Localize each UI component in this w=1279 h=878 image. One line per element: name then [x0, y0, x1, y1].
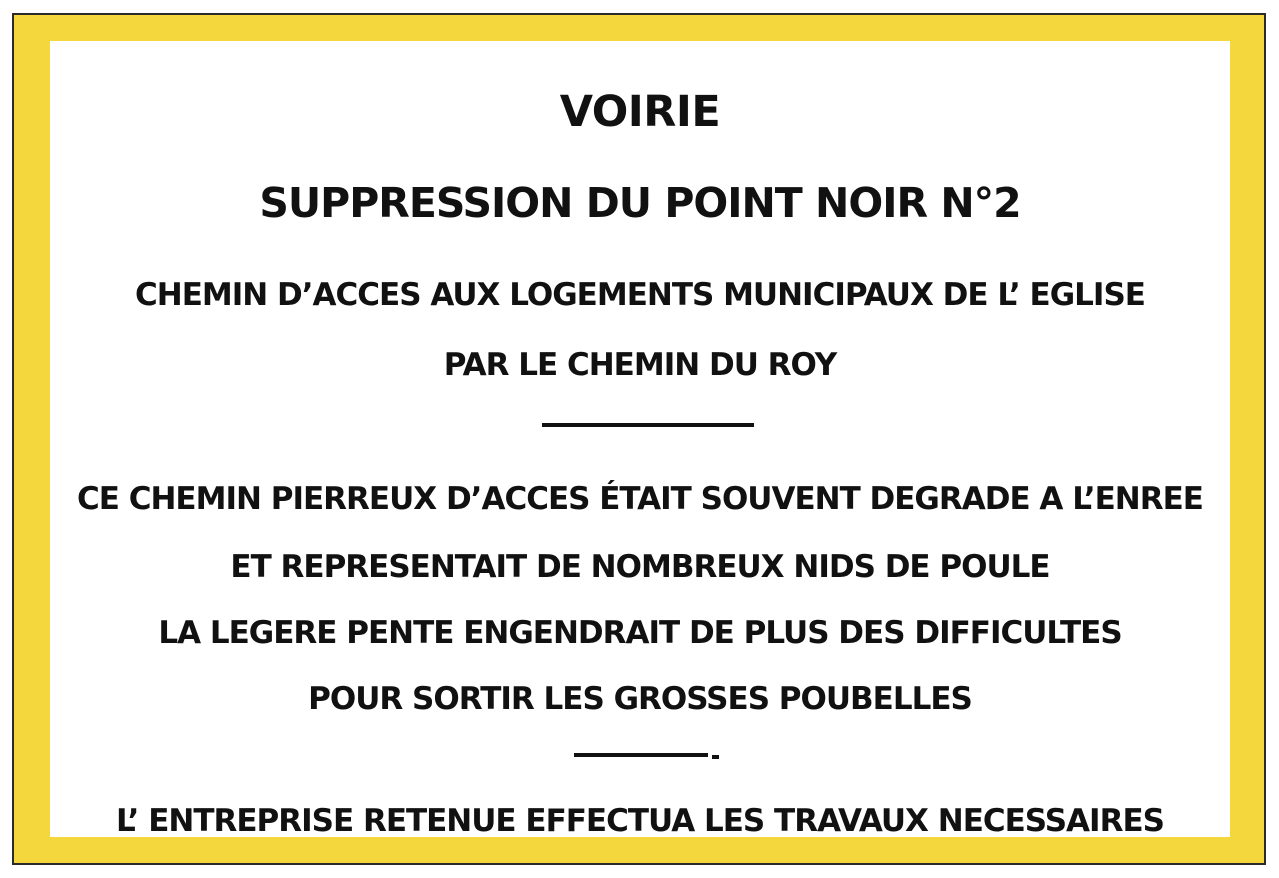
- sign-subheading: SUPPRESSION DU POINT NOIR N°2: [259, 179, 1021, 227]
- conclusion-line: L’ ENTREPRISE RETENUE EFFECTUA LES TRAVAUX NECESSAIRES: [116, 803, 1164, 839]
- location-line-1: CHEMIN D’ACCES AUX LOGEMENTS MUNICIPAUX DE L’ EGLISE: [135, 277, 1145, 313]
- separator-rule-2-end: [712, 755, 719, 759]
- description-line-1: CE CHEMIN PIERREUX D’ACCES ÉTAIT SOUVENT DEGRADE A L’ENREE: [77, 481, 1203, 517]
- sign-heading: VOIRIE: [559, 87, 721, 137]
- location-line-2: PAR LE CHEMIN DU ROY: [443, 347, 837, 383]
- separator-rule-2: [574, 753, 708, 757]
- separator-rule-1: [542, 423, 754, 427]
- sign-frame: [12, 13, 1266, 865]
- description-line-4: POUR SORTIR LES GROSSES POUBELLES: [308, 681, 972, 717]
- description-line-2: ET REPRESENTAIT DE NOMBREUX NIDS DE POULE: [230, 549, 1050, 585]
- description-line-3: LA LEGERE PENTE ENGENDRAIT DE PLUS DES DIFFICULTES: [158, 615, 1122, 651]
- sign-panel: [50, 41, 1230, 837]
